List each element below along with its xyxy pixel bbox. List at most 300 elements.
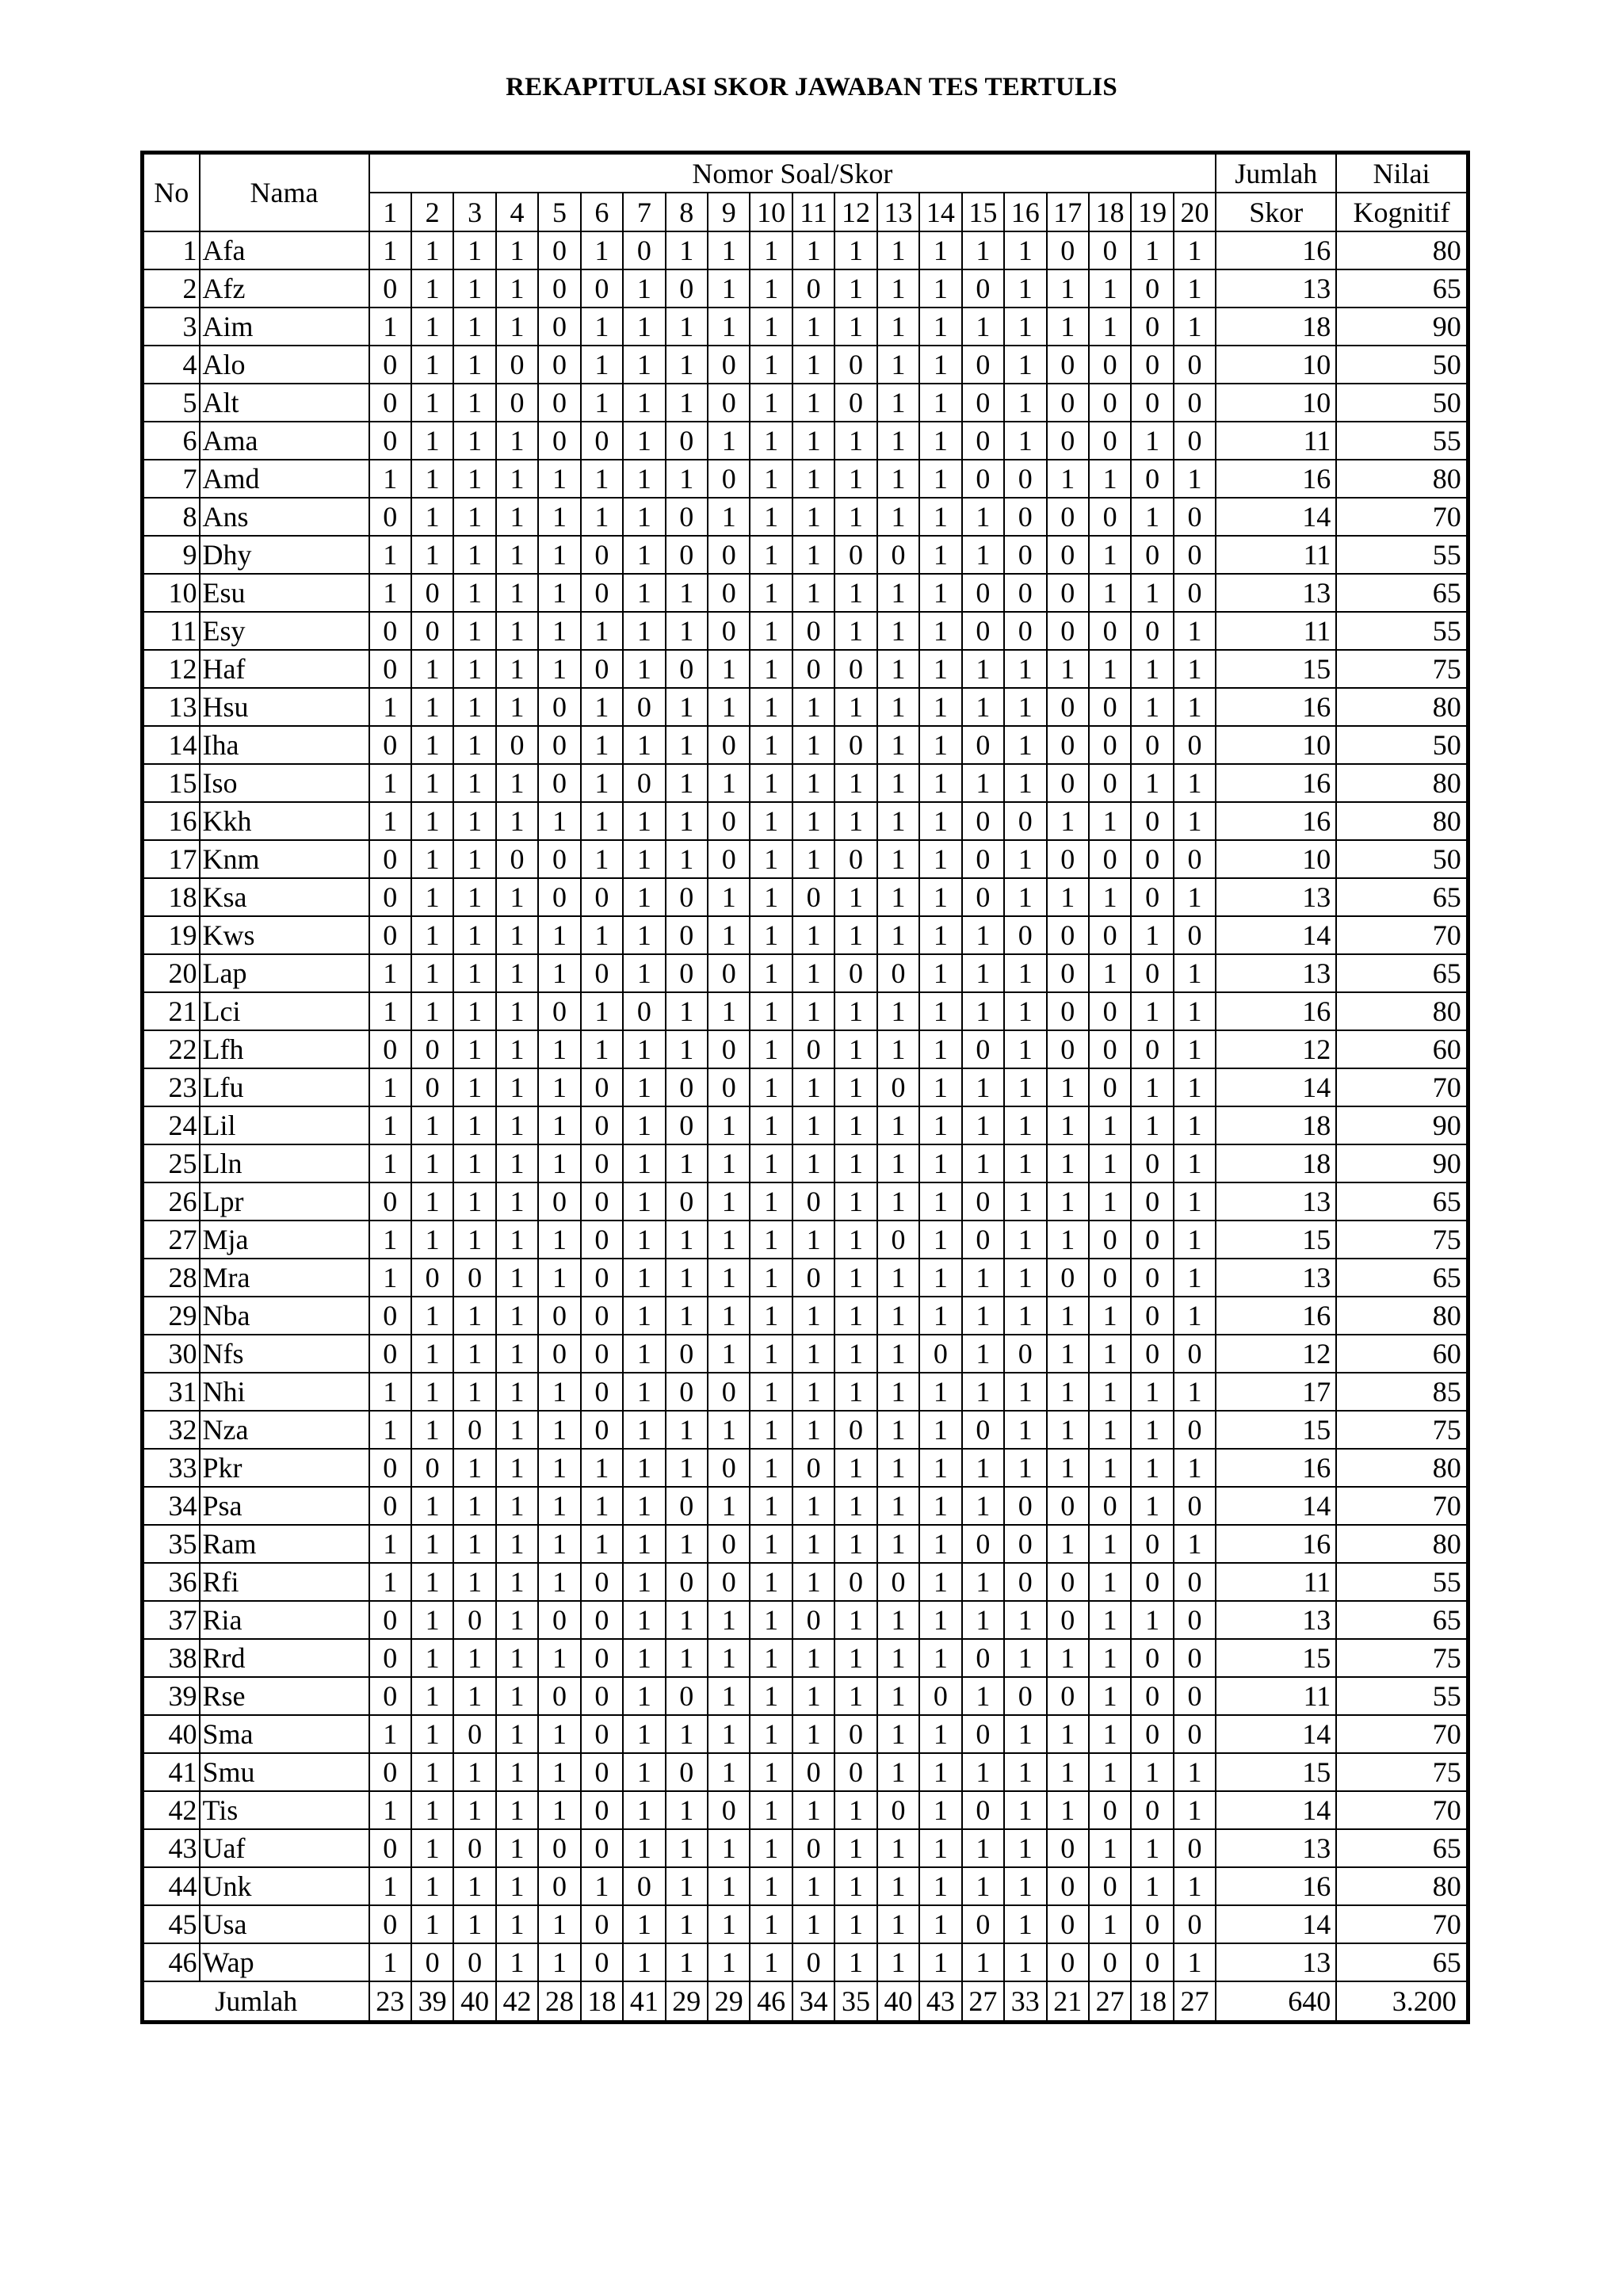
cell-score-q11: 1 xyxy=(792,384,834,422)
cell-score-q20: 0 xyxy=(1174,840,1216,878)
cell-score-q13: 1 xyxy=(877,574,919,612)
cell-score-q4: 1 xyxy=(496,1563,538,1601)
cell-score-q12: 1 xyxy=(834,1106,876,1144)
cell-score-q12: 0 xyxy=(834,1753,876,1791)
cell-score-q10: 1 xyxy=(750,726,792,764)
cell-score-q11: 1 xyxy=(792,1905,834,1943)
cell-score-q14: 1 xyxy=(919,1563,961,1601)
cell-score-q3: 1 xyxy=(453,1487,495,1525)
cell-score-q7: 0 xyxy=(623,764,665,802)
cell-score-q11: 1 xyxy=(792,1487,834,1525)
cell-score-q6: 1 xyxy=(581,346,623,384)
cell-nilai-kognitif: 65 xyxy=(1336,574,1468,612)
cell-score-q14: 1 xyxy=(919,1753,961,1791)
cell-score-q11: 0 xyxy=(792,1182,834,1221)
cell-score-q17: 1 xyxy=(1047,1221,1089,1259)
cell-score-q11: 1 xyxy=(792,688,834,726)
cell-nilai-kognitif: 75 xyxy=(1336,650,1468,688)
score-recap-table xyxy=(140,151,1470,2024)
cell-score-q2: 1 xyxy=(411,802,453,840)
cell-score-q8: 1 xyxy=(666,1867,708,1905)
cell-score-q20: 1 xyxy=(1174,1259,1216,1297)
cell-score-q9: 0 xyxy=(708,802,750,840)
cell-score-q10: 1 xyxy=(750,916,792,954)
cell-score-q12: 1 xyxy=(834,688,876,726)
cell-jumlah-skor: 11 xyxy=(1216,612,1336,650)
cell-score-q3: 1 xyxy=(453,1297,495,1335)
table-row xyxy=(143,954,1468,992)
cell-score-q2: 1 xyxy=(411,1563,453,1601)
cell-jumlah-skor: 11 xyxy=(1216,536,1336,574)
cell-score-q18: 0 xyxy=(1089,1068,1131,1106)
cell-score-q9: 1 xyxy=(708,1487,750,1525)
cell-score-q16: 1 xyxy=(1004,878,1046,916)
header-question-6: 6 xyxy=(581,193,623,231)
cell-score-q15: 1 xyxy=(962,1259,1004,1297)
cell-nama: Nza xyxy=(200,1411,369,1449)
cell-score-q7: 1 xyxy=(623,1753,665,1791)
cell-nilai-kognitif: 80 xyxy=(1336,1525,1468,1563)
cell-score-q19: 1 xyxy=(1131,498,1173,536)
cell-nilai-kognitif: 75 xyxy=(1336,1753,1468,1791)
cell-nilai-kognitif: 80 xyxy=(1336,688,1468,726)
cell-score-q19: 1 xyxy=(1131,916,1173,954)
cell-score-q18: 0 xyxy=(1089,764,1131,802)
cell-score-q12: 1 xyxy=(834,1335,876,1373)
cell-score-q14: 1 xyxy=(919,1144,961,1182)
cell-score-q8: 1 xyxy=(666,802,708,840)
cell-score-q6: 0 xyxy=(581,1373,623,1411)
cell-score-q17: 1 xyxy=(1047,650,1089,688)
header-question-11: 11 xyxy=(792,193,834,231)
cell-score-q12: 1 xyxy=(834,460,876,498)
cell-score-q17: 0 xyxy=(1047,1867,1089,1905)
cell-nilai-kognitif: 65 xyxy=(1336,1259,1468,1297)
cell-score-q2: 1 xyxy=(411,1867,453,1905)
cell-score-q12: 1 xyxy=(834,422,876,460)
cell-score-q12: 0 xyxy=(834,650,876,688)
cell-score-q17: 0 xyxy=(1047,840,1089,878)
footer-total-q14: 43 xyxy=(919,1981,961,2023)
footer-total-q19: 18 xyxy=(1131,1981,1173,2023)
cell-score-q9: 0 xyxy=(708,1068,750,1106)
cell-score-q16: 1 xyxy=(1004,1373,1046,1411)
footer-label: Jumlah xyxy=(143,1981,369,2023)
cell-jumlah-skor: 13 xyxy=(1216,1829,1336,1867)
cell-score-q12: 1 xyxy=(834,1829,876,1867)
cell-score-q8: 0 xyxy=(666,1373,708,1411)
cell-score-q3: 0 xyxy=(453,1411,495,1449)
cell-score-q1: 0 xyxy=(369,1639,411,1677)
table-row xyxy=(143,878,1468,916)
cell-jumlah-skor: 12 xyxy=(1216,1335,1336,1373)
cell-score-q11: 0 xyxy=(792,269,834,308)
cell-score-q15: 1 xyxy=(962,1297,1004,1335)
cell-score-q9: 1 xyxy=(708,1297,750,1335)
cell-score-q8: 1 xyxy=(666,1829,708,1867)
cell-score-q3: 1 xyxy=(453,422,495,460)
table-row xyxy=(143,460,1468,498)
cell-score-q5: 1 xyxy=(538,1905,580,1943)
cell-score-q14: 1 xyxy=(919,346,961,384)
cell-jumlah-skor: 13 xyxy=(1216,1182,1336,1221)
cell-score-q8: 0 xyxy=(666,1487,708,1525)
footer-total-q16: 33 xyxy=(1004,1981,1046,2023)
cell-score-q15: 0 xyxy=(962,422,1004,460)
cell-score-q18: 1 xyxy=(1089,1753,1131,1791)
cell-jumlah-skor: 13 xyxy=(1216,1601,1336,1639)
cell-score-q14: 1 xyxy=(919,1182,961,1221)
cell-score-q1: 0 xyxy=(369,422,411,460)
cell-score-q17: 1 xyxy=(1047,1791,1089,1829)
cell-score-q2: 1 xyxy=(411,688,453,726)
cell-score-q20: 0 xyxy=(1174,422,1216,460)
cell-score-q11: 0 xyxy=(792,612,834,650)
cell-nilai-kognitif: 75 xyxy=(1336,1639,1468,1677)
cell-score-q6: 0 xyxy=(581,1601,623,1639)
cell-score-q5: 1 xyxy=(538,498,580,536)
footer-total-q2: 39 xyxy=(411,1981,453,2023)
cell-jumlah-skor: 16 xyxy=(1216,231,1336,269)
cell-nama: Esy xyxy=(200,612,369,650)
table-row xyxy=(143,1943,1468,1981)
cell-score-q5: 1 xyxy=(538,1639,580,1677)
cell-score-q8: 1 xyxy=(666,1411,708,1449)
cell-score-q14: 1 xyxy=(919,536,961,574)
cell-score-q7: 1 xyxy=(623,574,665,612)
cell-score-q4: 1 xyxy=(496,1677,538,1715)
cell-score-q2: 1 xyxy=(411,840,453,878)
cell-score-q17: 1 xyxy=(1047,1106,1089,1144)
cell-nama: Tis xyxy=(200,1791,369,1829)
cell-score-q12: 1 xyxy=(834,1373,876,1411)
cell-score-q2: 0 xyxy=(411,1259,453,1297)
cell-score-q11: 0 xyxy=(792,1943,834,1981)
cell-score-q1: 1 xyxy=(369,1867,411,1905)
cell-score-q20: 1 xyxy=(1174,764,1216,802)
cell-score-q2: 1 xyxy=(411,1525,453,1563)
cell-score-q5: 0 xyxy=(538,269,580,308)
cell-score-q17: 0 xyxy=(1047,916,1089,954)
cell-score-q3: 1 xyxy=(453,650,495,688)
cell-no: 43 xyxy=(143,1829,200,1867)
cell-score-q5: 1 xyxy=(538,1943,580,1981)
cell-score-q2: 1 xyxy=(411,1829,453,1867)
cell-score-q3: 1 xyxy=(453,269,495,308)
cell-nama: Smu xyxy=(200,1753,369,1791)
cell-no: 3 xyxy=(143,308,200,346)
cell-score-q3: 1 xyxy=(453,498,495,536)
cell-score-q6: 0 xyxy=(581,1411,623,1449)
cell-score-q7: 1 xyxy=(623,954,665,992)
cell-score-q10: 1 xyxy=(750,1373,792,1411)
cell-nama: Ksa xyxy=(200,878,369,916)
cell-score-q6: 1 xyxy=(581,1525,623,1563)
cell-jumlah-skor: 16 xyxy=(1216,764,1336,802)
cell-score-q19: 1 xyxy=(1131,1829,1173,1867)
footer-total-q18: 27 xyxy=(1089,1981,1131,2023)
cell-score-q11: 0 xyxy=(792,1030,834,1068)
cell-score-q4: 0 xyxy=(496,840,538,878)
cell-score-q9: 1 xyxy=(708,1221,750,1259)
cell-score-q2: 0 xyxy=(411,1068,453,1106)
cell-score-q6: 0 xyxy=(581,536,623,574)
cell-score-q16: 0 xyxy=(1004,1525,1046,1563)
cell-score-q11: 1 xyxy=(792,346,834,384)
cell-nama: Rse xyxy=(200,1677,369,1715)
cell-score-q13: 1 xyxy=(877,650,919,688)
cell-score-q18: 0 xyxy=(1089,231,1131,269)
cell-score-q12: 0 xyxy=(834,726,876,764)
cell-score-q17: 0 xyxy=(1047,231,1089,269)
cell-score-q14: 1 xyxy=(919,1449,961,1487)
cell-score-q9: 1 xyxy=(708,1943,750,1981)
cell-score-q6: 0 xyxy=(581,1639,623,1677)
cell-score-q14: 1 xyxy=(919,1829,961,1867)
cell-score-q19: 0 xyxy=(1131,1182,1173,1221)
cell-score-q14: 1 xyxy=(919,1221,961,1259)
cell-score-q7: 1 xyxy=(623,269,665,308)
cell-score-q11: 1 xyxy=(792,992,834,1030)
cell-score-q19: 0 xyxy=(1131,954,1173,992)
cell-score-q15: 0 xyxy=(962,1639,1004,1677)
table-row xyxy=(143,308,1468,346)
cell-score-q7: 1 xyxy=(623,1144,665,1182)
cell-score-q7: 1 xyxy=(623,1411,665,1449)
cell-score-q15: 1 xyxy=(962,1106,1004,1144)
cell-jumlah-skor: 11 xyxy=(1216,422,1336,460)
cell-score-q8: 1 xyxy=(666,346,708,384)
cell-score-q17: 1 xyxy=(1047,1639,1089,1677)
cell-score-q6: 0 xyxy=(581,1829,623,1867)
cell-score-q4: 1 xyxy=(496,1829,538,1867)
footer-total-q11: 34 xyxy=(792,1981,834,2023)
cell-score-q15: 1 xyxy=(962,1753,1004,1791)
cell-score-q10: 1 xyxy=(750,612,792,650)
cell-score-q14: 1 xyxy=(919,1259,961,1297)
cell-score-q1: 1 xyxy=(369,1791,411,1829)
cell-score-q11: 1 xyxy=(792,954,834,992)
cell-score-q18: 1 xyxy=(1089,269,1131,308)
cell-score-q20: 0 xyxy=(1174,1601,1216,1639)
cell-score-q3: 1 xyxy=(453,992,495,1030)
cell-score-q17: 0 xyxy=(1047,422,1089,460)
cell-score-q18: 0 xyxy=(1089,422,1131,460)
cell-score-q8: 1 xyxy=(666,726,708,764)
cell-score-q12: 1 xyxy=(834,1905,876,1943)
cell-score-q4: 1 xyxy=(496,612,538,650)
header-question-16: 16 xyxy=(1004,193,1046,231)
cell-score-q9: 0 xyxy=(708,1373,750,1411)
cell-score-q2: 1 xyxy=(411,1182,453,1221)
cell-score-q20: 1 xyxy=(1174,1373,1216,1411)
cell-score-q12: 1 xyxy=(834,1182,876,1221)
cell-no: 34 xyxy=(143,1487,200,1525)
cell-score-q14: 1 xyxy=(919,1030,961,1068)
cell-score-q7: 1 xyxy=(623,346,665,384)
cell-score-q4: 1 xyxy=(496,1259,538,1297)
cell-score-q19: 1 xyxy=(1131,992,1173,1030)
cell-score-q10: 1 xyxy=(750,878,792,916)
cell-score-q6: 0 xyxy=(581,1677,623,1715)
cell-jumlah-skor: 14 xyxy=(1216,1068,1336,1106)
cell-nama: Unk xyxy=(200,1867,369,1905)
cell-score-q16: 0 xyxy=(1004,1487,1046,1525)
cell-jumlah-skor: 14 xyxy=(1216,1791,1336,1829)
cell-score-q20: 1 xyxy=(1174,1182,1216,1221)
header-nama: Nama xyxy=(200,153,369,232)
cell-score-q20: 1 xyxy=(1174,1068,1216,1106)
cell-score-q2: 0 xyxy=(411,1449,453,1487)
cell-score-q11: 0 xyxy=(792,878,834,916)
cell-score-q6: 0 xyxy=(581,1182,623,1221)
cell-score-q1: 0 xyxy=(369,840,411,878)
cell-score-q11: 1 xyxy=(792,1715,834,1753)
table-row xyxy=(143,1335,1468,1373)
cell-score-q16: 1 xyxy=(1004,840,1046,878)
cell-nama: Ria xyxy=(200,1601,369,1639)
cell-score-q2: 0 xyxy=(411,574,453,612)
cell-score-q7: 1 xyxy=(623,422,665,460)
cell-no: 46 xyxy=(143,1943,200,1981)
cell-score-q17: 1 xyxy=(1047,460,1089,498)
cell-score-q20: 1 xyxy=(1174,688,1216,726)
cell-score-q20: 1 xyxy=(1174,1791,1216,1829)
header-question-10: 10 xyxy=(750,193,792,231)
cell-score-q15: 1 xyxy=(962,688,1004,726)
cell-no: 45 xyxy=(143,1905,200,1943)
cell-score-q1: 0 xyxy=(369,1677,411,1715)
cell-score-q13: 0 xyxy=(877,1563,919,1601)
cell-score-q13: 1 xyxy=(877,1601,919,1639)
cell-no: 36 xyxy=(143,1563,200,1601)
cell-jumlah-skor: 16 xyxy=(1216,1867,1336,1905)
cell-score-q4: 1 xyxy=(496,1221,538,1259)
cell-score-q8: 0 xyxy=(666,498,708,536)
cell-score-q15: 0 xyxy=(962,612,1004,650)
footer-total-q9: 29 xyxy=(708,1981,750,2023)
cell-score-q8: 1 xyxy=(666,1601,708,1639)
cell-score-q18: 1 xyxy=(1089,1106,1131,1144)
cell-score-q17: 1 xyxy=(1047,1525,1089,1563)
cell-score-q6: 0 xyxy=(581,1943,623,1981)
cell-score-q14: 1 xyxy=(919,231,961,269)
cell-score-q3: 1 xyxy=(453,1563,495,1601)
cell-no: 20 xyxy=(143,954,200,992)
cell-score-q18: 1 xyxy=(1089,1411,1131,1449)
cell-score-q18: 0 xyxy=(1089,346,1131,384)
cell-score-q3: 1 xyxy=(453,1182,495,1221)
cell-score-q12: 1 xyxy=(834,1259,876,1297)
cell-score-q3: 1 xyxy=(453,1867,495,1905)
cell-score-q8: 1 xyxy=(666,460,708,498)
table-body xyxy=(143,231,1468,1981)
table-row xyxy=(143,1487,1468,1525)
cell-score-q13: 1 xyxy=(877,916,919,954)
cell-score-q1: 0 xyxy=(369,1335,411,1373)
cell-score-q1: 1 xyxy=(369,308,411,346)
cell-score-q15: 0 xyxy=(962,840,1004,878)
table-row xyxy=(143,1297,1468,1335)
table-row xyxy=(143,1373,1468,1411)
cell-score-q4: 1 xyxy=(496,992,538,1030)
cell-score-q11: 1 xyxy=(792,231,834,269)
cell-score-q14: 1 xyxy=(919,650,961,688)
cell-score-q12: 1 xyxy=(834,1639,876,1677)
cell-score-q9: 1 xyxy=(708,1335,750,1373)
cell-score-q8: 0 xyxy=(666,878,708,916)
cell-score-q18: 1 xyxy=(1089,1525,1131,1563)
cell-no: 12 xyxy=(143,650,200,688)
cell-nilai-kognitif: 80 xyxy=(1336,1867,1468,1905)
cell-score-q11: 1 xyxy=(792,536,834,574)
cell-score-q14: 1 xyxy=(919,726,961,764)
cell-score-q13: 1 xyxy=(877,1905,919,1943)
cell-no: 35 xyxy=(143,1525,200,1563)
cell-score-q16: 1 xyxy=(1004,231,1046,269)
footer-total-q3: 40 xyxy=(453,1981,495,2023)
cell-jumlah-skor: 18 xyxy=(1216,308,1336,346)
cell-score-q1: 1 xyxy=(369,688,411,726)
cell-score-q15: 1 xyxy=(962,1677,1004,1715)
cell-score-q16: 0 xyxy=(1004,802,1046,840)
cell-score-q12: 1 xyxy=(834,802,876,840)
cell-score-q14: 1 xyxy=(919,954,961,992)
cell-score-q4: 1 xyxy=(496,1487,538,1525)
cell-nama: Pkr xyxy=(200,1449,369,1487)
cell-score-q16: 1 xyxy=(1004,764,1046,802)
cell-score-q5: 0 xyxy=(538,1677,580,1715)
cell-nilai-kognitif: 70 xyxy=(1336,1487,1468,1525)
cell-score-q16: 1 xyxy=(1004,1867,1046,1905)
cell-jumlah-skor: 13 xyxy=(1216,954,1336,992)
cell-score-q7: 1 xyxy=(623,1106,665,1144)
cell-score-q3: 1 xyxy=(453,1106,495,1144)
cell-jumlah-skor: 14 xyxy=(1216,1715,1336,1753)
cell-score-q10: 1 xyxy=(750,1753,792,1791)
cell-score-q18: 1 xyxy=(1089,460,1131,498)
cell-score-q14: 1 xyxy=(919,269,961,308)
cell-score-q14: 1 xyxy=(919,1106,961,1144)
cell-score-q17: 1 xyxy=(1047,1753,1089,1791)
cell-score-q3: 0 xyxy=(453,1601,495,1639)
cell-score-q8: 1 xyxy=(666,992,708,1030)
cell-score-q14: 1 xyxy=(919,878,961,916)
cell-score-q18: 0 xyxy=(1089,840,1131,878)
table-row xyxy=(143,384,1468,422)
header-question-3: 3 xyxy=(453,193,495,231)
cell-score-q20: 0 xyxy=(1174,498,1216,536)
cell-score-q11: 0 xyxy=(792,1601,834,1639)
cell-score-q14: 1 xyxy=(919,1791,961,1829)
cell-score-q12: 1 xyxy=(834,1297,876,1335)
cell-score-q4: 1 xyxy=(496,650,538,688)
cell-score-q17: 1 xyxy=(1047,269,1089,308)
cell-no: 24 xyxy=(143,1106,200,1144)
cell-score-q6: 1 xyxy=(581,688,623,726)
footer-row-jumlah xyxy=(143,1981,1468,2023)
cell-score-q11: 0 xyxy=(792,650,834,688)
cell-score-q16: 1 xyxy=(1004,726,1046,764)
cell-score-q1: 0 xyxy=(369,269,411,308)
cell-score-q19: 1 xyxy=(1131,688,1173,726)
cell-score-q10: 1 xyxy=(750,498,792,536)
cell-score-q16: 1 xyxy=(1004,422,1046,460)
cell-score-q18: 0 xyxy=(1089,1867,1131,1905)
header-nilai-kognitif-line2: Kognitif xyxy=(1336,193,1468,231)
cell-score-q6: 1 xyxy=(581,1030,623,1068)
cell-score-q2: 1 xyxy=(411,1487,453,1525)
